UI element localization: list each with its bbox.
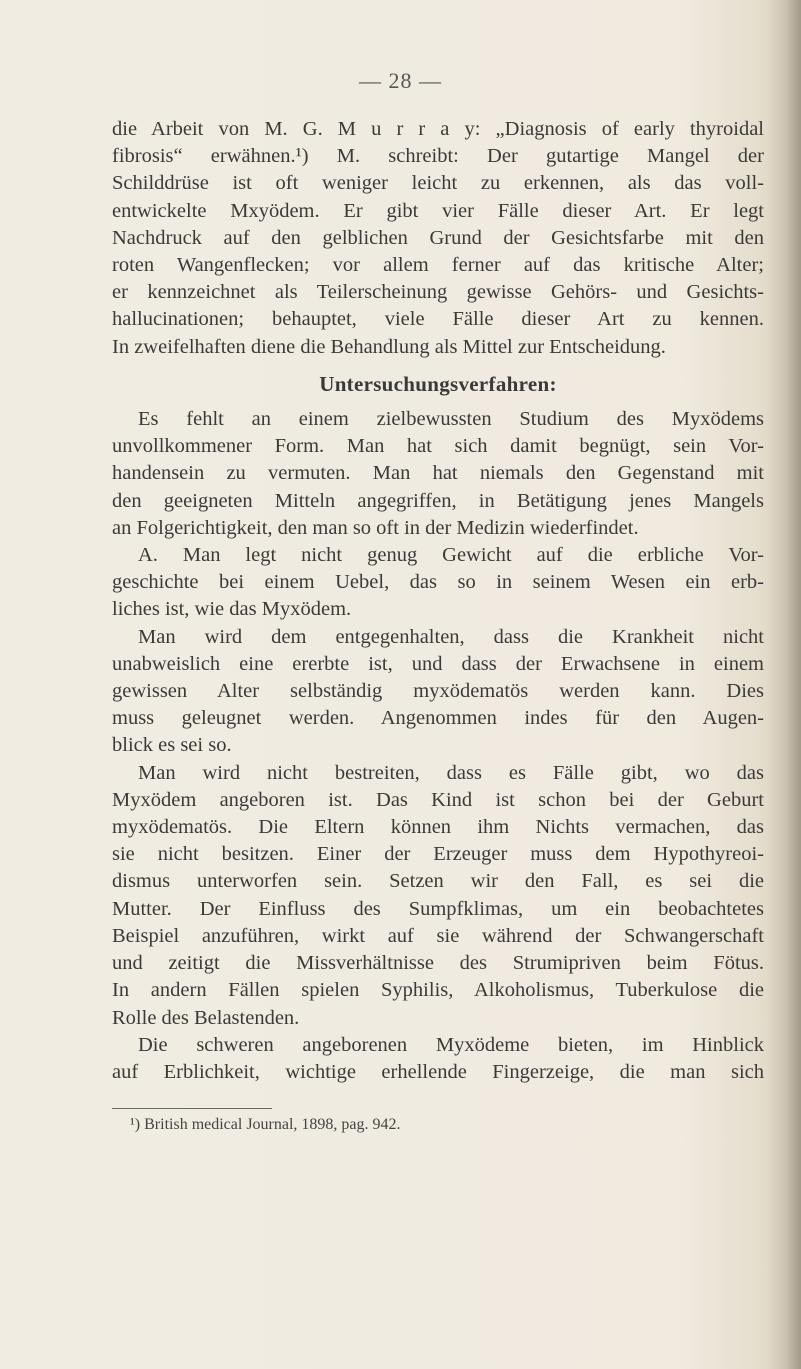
text-line: entwickelte Mxyödem. Er gibt vier Fälle dieser Art. Er legt [112, 199, 764, 222]
text-line: Die schweren angeborenen Myxödeme bieten, im Hinblick [138, 1033, 764, 1056]
text-line: In andern Fällen spielen Syphilis, Alkoholismus, Tuberkulose die [112, 979, 764, 1002]
text-line: den geeigneten Mitteln angegriffen, in Betätigung jenes Mangels [112, 489, 764, 512]
text-line: an Folgerichtigkeit, den man so oft in der Medizin wiederfindet. [112, 516, 639, 539]
text-line: geschichte bei einem Uebel, das so in seinem Wesen ein erb- [112, 571, 764, 594]
text-line: liches ist, wie das Myxödem. [112, 598, 352, 621]
paragraph-3 [112, 542, 764, 624]
text-line: Nachdruck auf den gelblichen Grund der Gesichtsfarbe mit den [112, 226, 764, 249]
body-text [112, 116, 764, 1086]
text-line: roten Wangenflecken; vor allem ferner auf das kritische Alter; [112, 254, 764, 277]
text-line: Myxödem angeboren ist. Das Kind ist schon bei der Geburt [112, 788, 764, 811]
footnote: ¹) British medical Journal, 1898, pag. 942. [130, 1116, 401, 1133]
paragraph-2 [112, 406, 764, 542]
text-line: fibrosis“ erwähnen.¹) M. schreibt: Der gutartige Mangel der [112, 145, 764, 168]
text-line: A. Man legt nicht genug Gewicht auf die erbliche Vor- [138, 544, 764, 567]
text-line: unabweislich eine ererbte ist, und dass der Erwachsene in einem [112, 652, 764, 675]
text-line: hallucinationen; behauptet, viele Fälle dieser Art zu kennen. [112, 308, 764, 331]
section-heading: Untersuchungsverfahren: [319, 371, 557, 396]
text-line: Man wird dem entgegenhalten, dass die Krankheit nicht [138, 625, 764, 648]
paragraph-5 [112, 760, 764, 1032]
page-edge-shadow [767, 0, 801, 1369]
text-line: und zeitigt die Missverhältnisse des Strumipriven beim Fötus. [112, 952, 764, 975]
text-line: muss geleugnet werden. Angenommen indes für den Augen- [112, 707, 764, 730]
footnote-divider [112, 1108, 272, 1109]
text-line: die Arbeit von M. G. M u r r a y: „Diagnosis of early thyroidal [112, 118, 764, 140]
text-line: blick es sei so. [112, 734, 232, 757]
text-line: Rolle des Belastenden. [112, 1006, 300, 1029]
text-line: Beispiel anzuführen, wirkt auf sie während der Schwangerschaft [112, 924, 764, 947]
text-line: sie nicht besitzen. Einer der Erzeuger muss dem Hypothyreoi- [112, 843, 764, 866]
text-line: er kennzeichnet als Teilerscheinung gewisse Gehörs- und Gesichts- [112, 281, 764, 304]
text-line: auf Erblichkeit, wichtige erhellende Fingerzeige, die man sich [112, 1060, 764, 1083]
paragraph-4 [112, 624, 764, 760]
text-line: Man wird nicht bestreiten, dass es Fälle gibt, wo das [138, 761, 764, 784]
text-line: handensein zu vermuten. Man hat niemals den Gegenstand mit [112, 462, 764, 485]
text-line: myxödematös. Die Eltern können ihm Nichts vermachen, das [112, 816, 764, 839]
text-line: In zweifelhaften diene die Behandlung als Mittel zur Entscheidung. [112, 335, 666, 358]
text-line: dismus unterworfen sein. Setzen wir den Fall, es sei die [112, 870, 764, 893]
page-number: — 28 — [359, 68, 442, 93]
text-line: unvollkommener Form. Man hat sich damit begnügt, sein Vor- [112, 435, 764, 458]
text-line: Es fehlt an einem zielbewussten Studium des Myxödems [138, 408, 764, 431]
paragraph-6 [112, 1032, 764, 1086]
text-line: Schilddrüse ist oft weniger leicht zu erkennen, als das voll- [112, 172, 764, 195]
text-line: Mutter. Der Einfluss des Sumpfklimas, um ein beobachtetes [112, 897, 764, 920]
text-line: gewissen Alter selbständig myxödematös werden kann. Dies [112, 680, 764, 703]
paragraph-1 [112, 116, 764, 361]
